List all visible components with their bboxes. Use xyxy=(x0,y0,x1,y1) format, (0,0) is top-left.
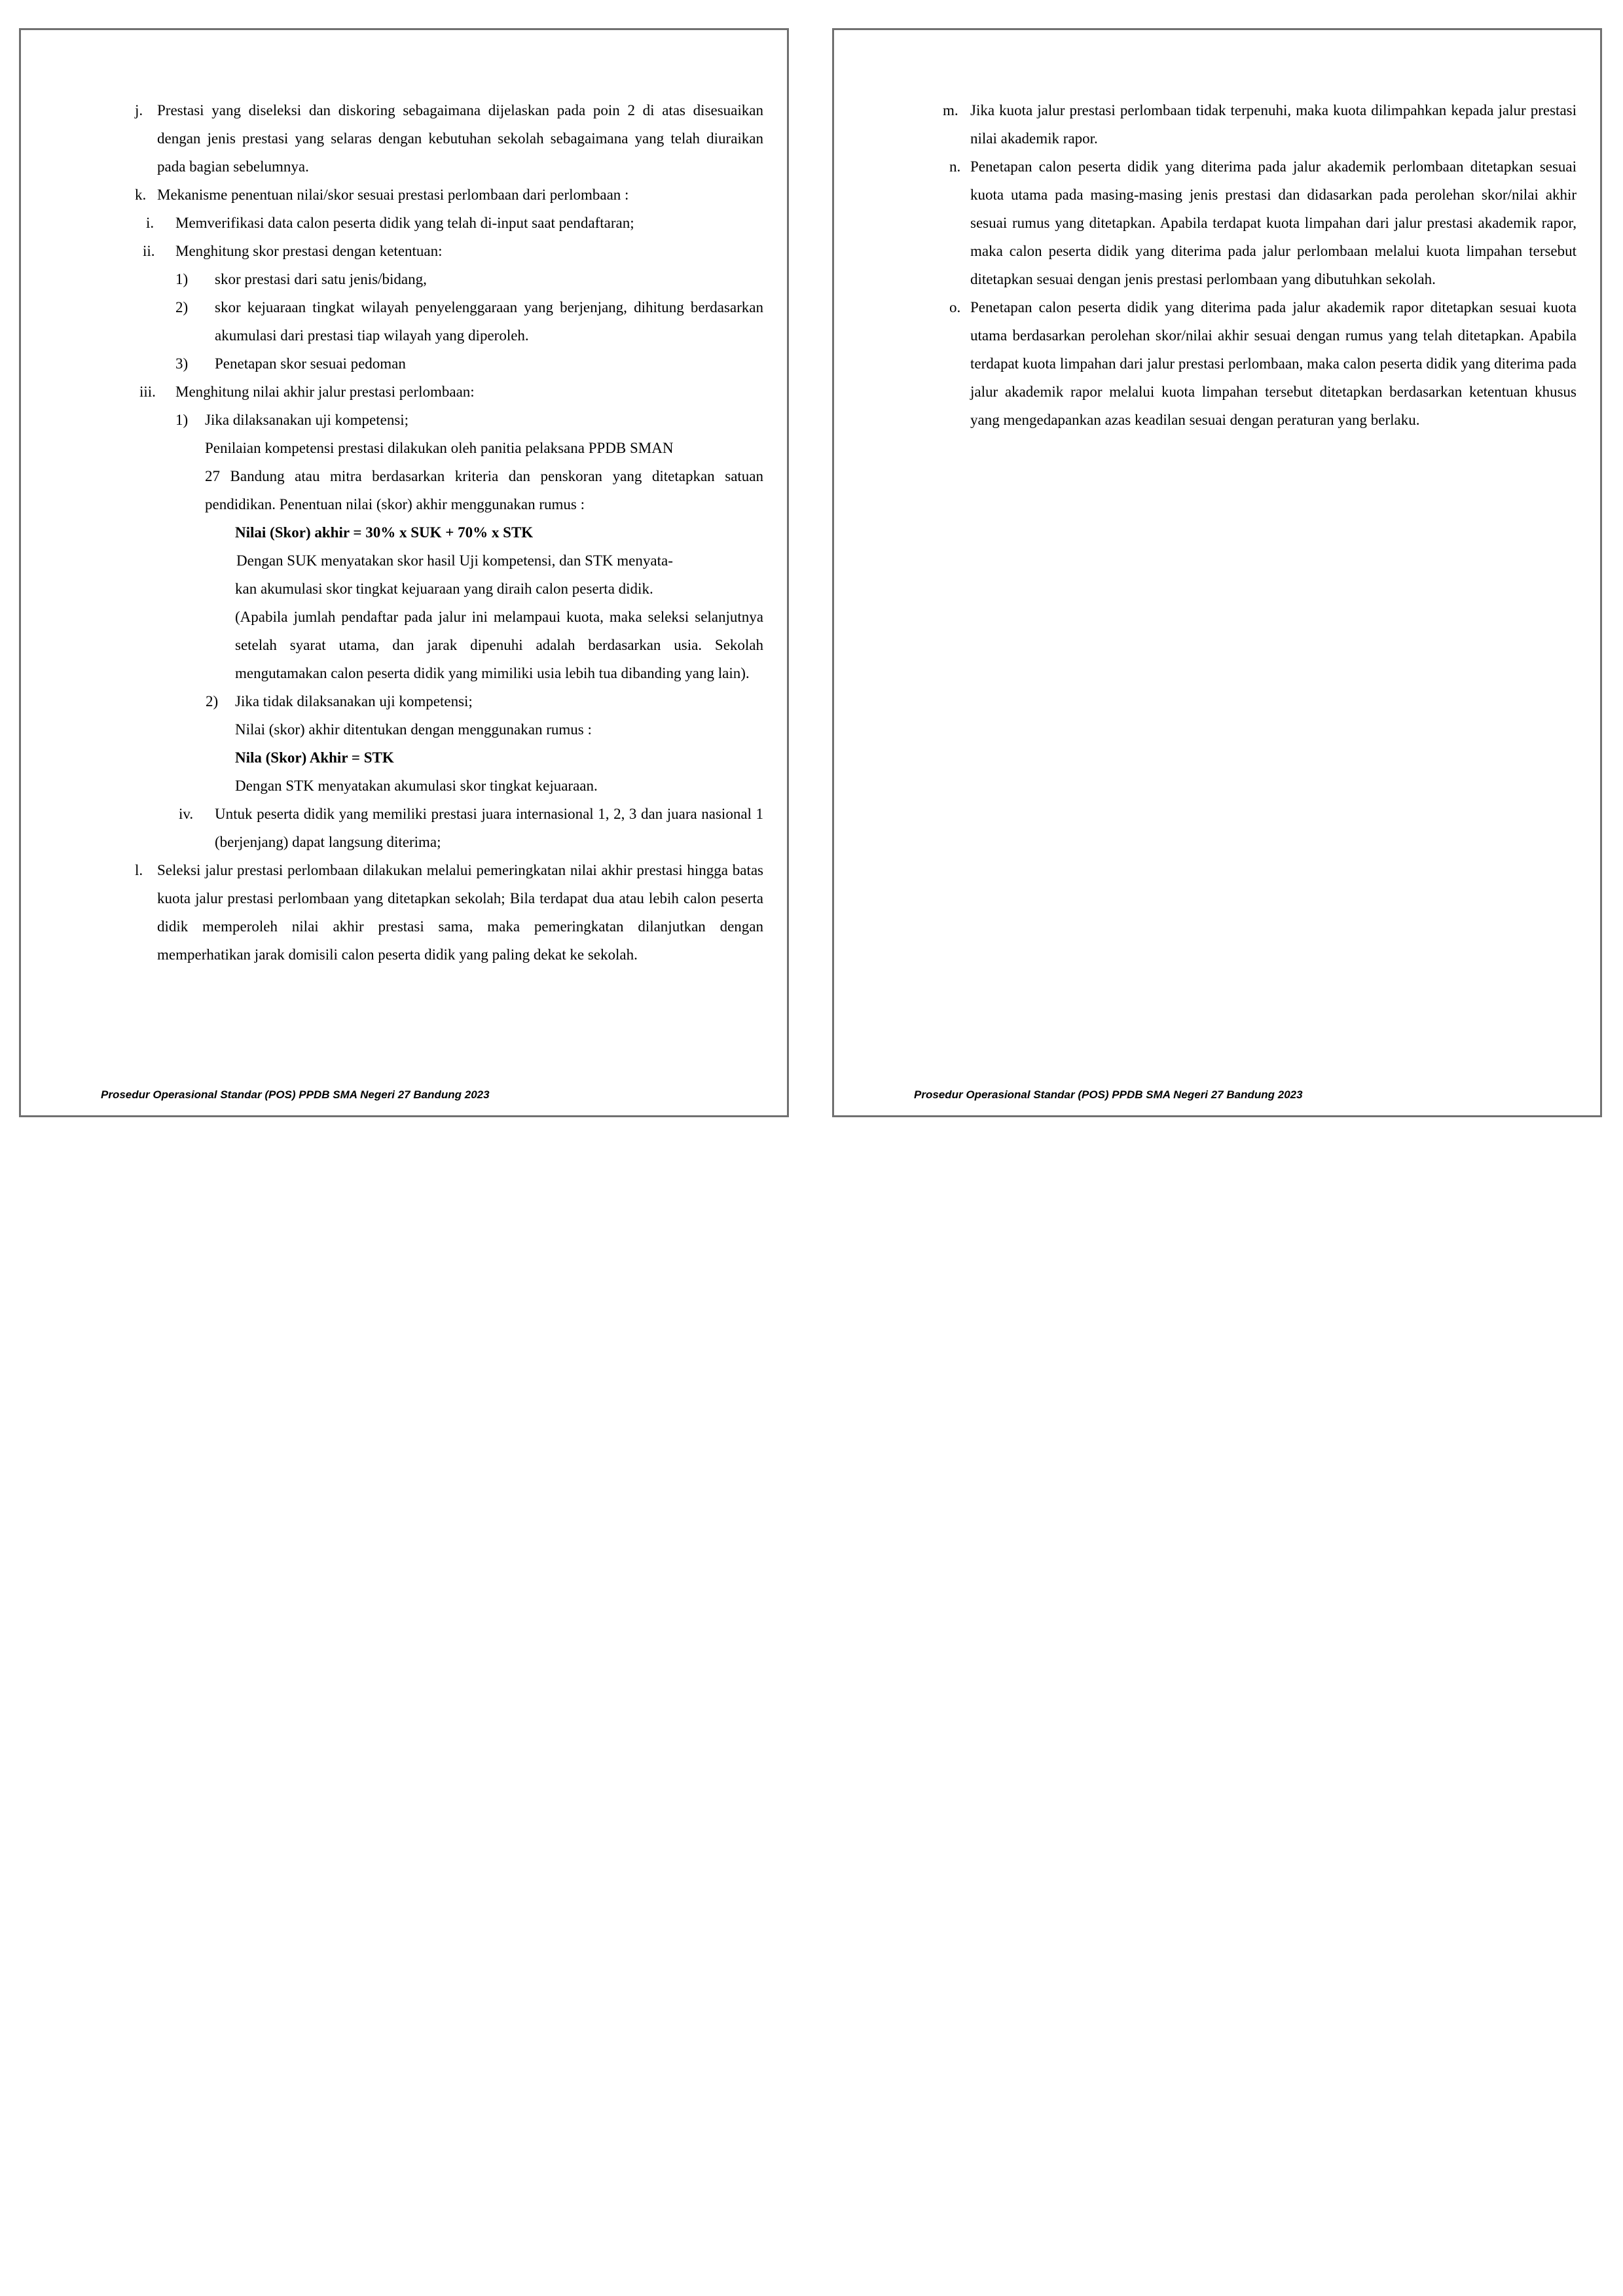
item-marker: 1) xyxy=(175,271,189,287)
page-left-body xyxy=(136,96,763,969)
item-marker: m. xyxy=(943,102,958,118)
item-marker: i. xyxy=(146,215,155,231)
document-page-left xyxy=(19,28,789,1117)
page-right-body xyxy=(943,96,1577,434)
item-marker: iv. xyxy=(179,806,194,822)
item-marker: ii. xyxy=(143,243,155,259)
paragraph-line: pendidikan. Penentuan nilai (skor) akhir menggunakan rumus : xyxy=(205,496,585,512)
item-text: skor prestasi dari satu jenis/bidang, xyxy=(215,271,427,287)
item-marker: 2) xyxy=(206,693,219,709)
item-text: skor kejuaraan tingkat wilayah penyelenggaraan yang berjenjang, dihitung berdasarkan akumulasi dari prestasi tiap wilayah yang diperoleh. xyxy=(215,299,763,344)
list-item-k-i xyxy=(136,209,763,237)
formula-line: Nilai (Skor) akhir = 30% x SUK + 70% x STK xyxy=(235,524,534,541)
item-text: Penetapan skor sesuai pedoman xyxy=(215,355,406,372)
list-item-n xyxy=(949,152,1577,293)
item-text: Mekanisme penentuan nilai/skor sesuai prestasi perlombaan dari perlombaan : xyxy=(157,187,629,203)
item-text: Prestasi yang diseleksi dan diskoring sebagaimana dijelaskan pada poin 2 di atas disesuaikan dengan jenis prestasi yang selaras dengan kebutuhan sekolah sebagaimana yang telah diuraikan pada bagian sebelumnya. xyxy=(157,102,763,175)
item-marker: 2) xyxy=(175,299,189,315)
formula-line: Nila (Skor) Akhir = STK xyxy=(235,749,394,766)
list-item-l xyxy=(136,856,763,969)
paragraph-line: Penilaian kompetensi prestasi dilakukan oleh panitia pelaksana PPDB SMAN xyxy=(205,440,674,456)
item-text: Jika tidak dilaksanakan uji kompetensi; xyxy=(235,693,473,709)
item-text: Memverifikasi data calon peserta didik yang telah di-input saat pendaftaran; xyxy=(175,215,634,231)
list-item-k-iii xyxy=(136,378,763,406)
list-item-k-ii-2 xyxy=(136,293,763,350)
paragraph-line: kan akumulasi skor tingkat kejuaraan yang diraih calon peserta didik. xyxy=(235,581,653,597)
list-item-k xyxy=(136,181,763,209)
list-item-k-iii-2 xyxy=(136,687,763,715)
item-text: Jika dilaksanakan uji kompetensi; xyxy=(205,412,409,428)
item-marker: iii. xyxy=(139,384,156,400)
item-marker: n. xyxy=(949,158,961,175)
item-marker: o. xyxy=(949,299,961,315)
item-marker: l. xyxy=(135,862,143,878)
item-text: Penetapan calon peserta didik yang diterima pada jalur akademik rapor ditetapkan sesuai kuota utama berdasarkan perolehan skor/nilai akhir sesuai dengan rumus yang telah ditetapkan. Apabila terdapat kuota limpahan dari jalur prestasi perlombaan, maka calon peserta didik yang diterima pada jalur akademik rapor melalui kuota limpahan tersebut ditetapkan berdasarkan ketentuan khusus yang mengedapankan azas keadilan sesuai dengan peraturan yang berlaku. xyxy=(970,299,1577,428)
paragraph-line: 27 Bandung atau mitra berdasarkan kriteria dan penskoran yang ditetapkan satuan xyxy=(205,468,763,484)
paragraph-line: Dengan STK menyatakan akumulasi skor tingkat kejuaraan. xyxy=(235,778,598,794)
item-text: Menghitung nilai akhir jalur prestasi perlombaan: xyxy=(175,384,475,400)
list-item-k-iv xyxy=(136,800,763,856)
list-item-k-iii-1 xyxy=(136,406,763,434)
page-footer: Prosedur Operasional Standar (POS) PPDB SMA Negeri 27 Bandung 2023 xyxy=(914,1088,1303,1101)
document-page-right xyxy=(832,28,1602,1117)
list-item-j xyxy=(136,96,763,181)
item-marker: k. xyxy=(135,187,147,203)
item-marker: 3) xyxy=(175,355,189,372)
page-footer: Prosedur Operasional Standar (POS) PPDB SMA Negeri 27 Bandung 2023 xyxy=(101,1088,490,1101)
paragraph-note: (Apabila jumlah pendaftar pada jalur ini melampaui kuota, maka seleksi selanjutnya setelah syarat utama, dan jarak dipenuhi adalah berdasarkan usia. Sekolah mengutamakan calon peserta didik yang mimiliki usia lebih tua dibanding yang lain). xyxy=(235,609,763,681)
list-item-k-ii xyxy=(136,237,763,265)
list-item-k-ii-3 xyxy=(136,350,763,378)
item-text: Penetapan calon peserta didik yang diterima pada jalur akademik perlombaan ditetapkan sesuai kuota utama pada masing-masing jenis prestasi dan didasarkan pada perolehan skor/nilai akhir sesuai rumus yang ditetapkan. Apabila terdapat kuota limpahan dari jalur prestasi akademik rapor, maka calon peserta didik yang diterima pada jalur perlombaan melalui kuota limpahan tersebut ditetapkan sesuai dengan jenis prestasi perlombaan yang dibutuhkan sekolah. xyxy=(970,158,1577,287)
paragraph-line: Dengan SUK menyatakan skor hasil Uji kompetensi, dan STK menyata- xyxy=(236,552,673,569)
list-item-o xyxy=(949,293,1577,434)
item-text: Seleksi jalur prestasi perlombaan dilakukan melalui pemeringkatan nilai akhir prestasi hingga batas kuota jalur prestasi perlombaan yang ditetapkan sekolah; Bila terdapat dua atau lebih calon peserta didik memperoleh nilai akhir prestasi sama, maka pemeringkatan dilanjutkan dengan memperhatikan jarak domisili calon peserta didik yang paling dekat ke sekolah. xyxy=(157,862,763,963)
list-item-m xyxy=(943,96,1577,152)
item-text: Untuk peserta didik yang memiliki prestasi juara internasional 1, 2, 3 dan juara nasional 1 (berjenjang) dapat langsung diterima; xyxy=(215,806,763,850)
item-text: Menghitung skor prestasi dengan ketentuan: xyxy=(175,243,443,259)
paragraph-line: Nilai (skor) akhir ditentukan dengan menggunakan rumus : xyxy=(235,721,592,738)
item-marker: j. xyxy=(135,102,143,118)
list-item-k-ii-1 xyxy=(136,265,763,293)
item-marker: 1) xyxy=(175,412,189,428)
item-text: Jika kuota jalur prestasi perlombaan tidak terpenuhi, maka kuota dilimpahkan kepada jalur prestasi nilai akademik rapor. xyxy=(970,102,1577,147)
